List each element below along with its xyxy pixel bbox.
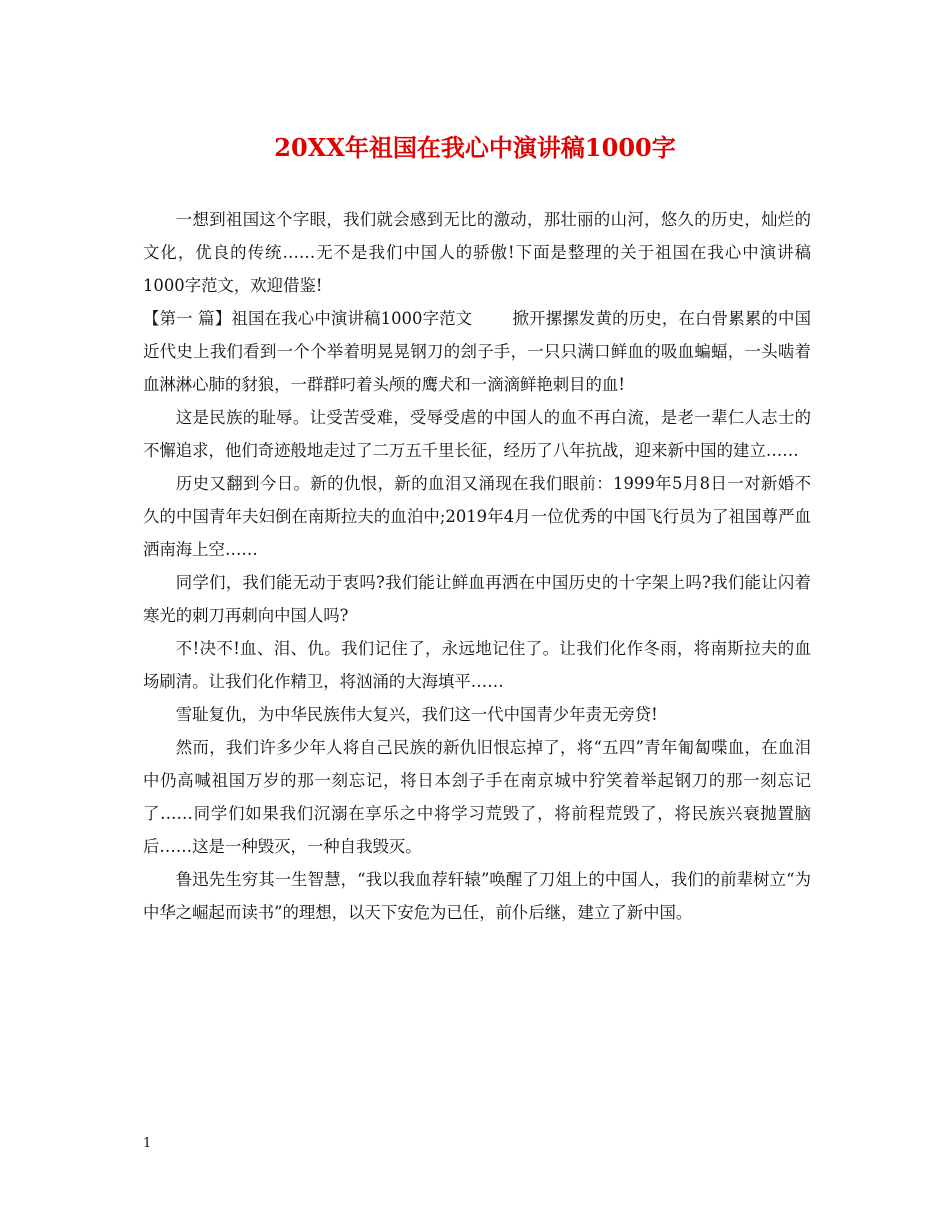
paragraph-7: 然而，我们许多少年人将自己民族的新仇旧恨忘掉了，将“五四”青年匍匐喋血，在血泪中仍高喊祖国万岁的那一刻忘记，将日本刽子手在南京城中狞笑着举起钢刀的那一刻忘记了……同学们如果我们沉溺在享乐之中将学习荒毁了，将前程荒毁了，将民族兴衰抛置脑后……这是一种毁灭，一种自我毁灭。 — [143, 738, 811, 856]
document-body — [143, 203, 811, 929]
section-paragraph — [143, 302, 811, 401]
paragraph-2: 这是民族的耻辱。让受苦受难，受辱受虐的中国人的血不再白流，是老一辈仁人志士的不懈追求，他们奇迹般地走过了二万五千里长征，经历了八年抗战，迎来新中国的建立…… — [143, 408, 811, 460]
paragraph-6: 雪耻复仇，为中华民族伟大复兴，我们这一代中国青少年责无旁贷! — [175, 705, 658, 724]
page-title: 20XX年祖国在我心中演讲稿1000字 — [274, 133, 676, 162]
paragraph-intro: 一想到祖国这个字眼，我们就会感到无比的激动，那壮丽的山河，悠久的历史，灿烂的文化，优良的传统……无不是我们中国人的骄傲!下面是整理的关于祖国在我心中演讲稿1000字范文，欢迎借鉴! — [143, 210, 811, 295]
section-heading: 【第一 篇】祖国在我心中演讲稿1000字范文 — [143, 309, 473, 328]
paragraph-3: 历史又翻到今日。新的仇恨，新的血泪又涌现在我们眼前：1999年5月8日一对新婚不久的中国青年夫妇倒在南斯拉夫的血泊中;2019年4月一位优秀的中国飞行员为了祖国尊严血洒南海上空…… — [143, 474, 811, 559]
paragraph-5: 不!决不!血、泪、仇。我们记住了，永远地记住了。让我们化作冬雨，将南斯拉夫的血场刷清。让我们化作精卫，将汹涌的大海填平…… — [143, 639, 811, 691]
page-number: 1 — [143, 1136, 152, 1151]
section-text: 掀开摞摞发黄的历史，在白骨累累的中国近代史上我们看到一个个举着明晃晃钢刀的刽子手，一只只满口鲜血的吸血蝙蝠，一头啮着血淋淋心肺的豺狼，一群群叼着头颅的鹰犬和一滴滴鲜艳刺目的血! — [143, 309, 811, 394]
paragraph-8: 鲁迅先生穷其一生智慧，“我以我血荐轩辕”唤醒了刀俎上的中国人，我们的前辈树立“为中华之崛起而读书”的理想，以天下安危为已任，前仆后继，建立了新中国。 — [143, 870, 811, 922]
paragraph-4: 同学们，我们能无动于衷吗?我们能让鲜血再洒在中国历史的十字架上吗?我们能让闪着寒光的刺刀再刺向中国人吗? — [143, 573, 811, 625]
